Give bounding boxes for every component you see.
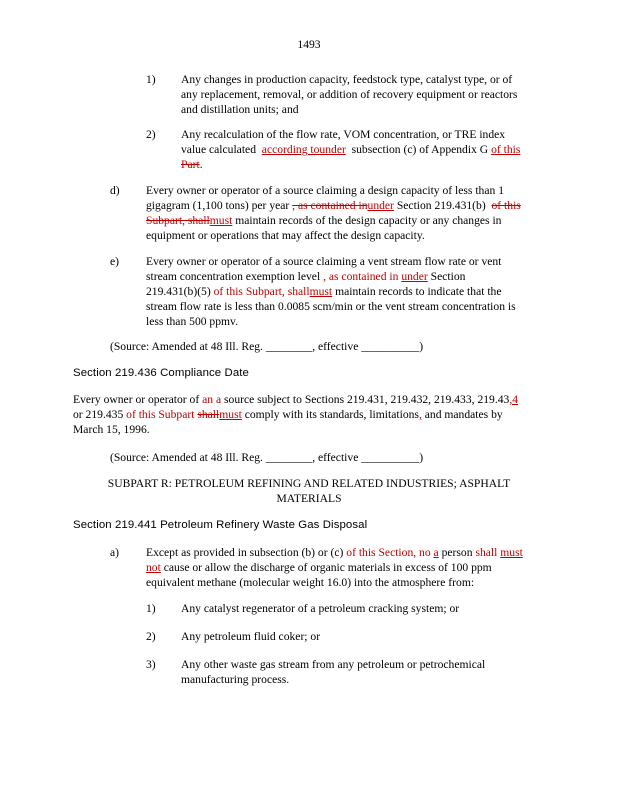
insertion: under: [401, 270, 428, 283]
insertion: must: [209, 214, 233, 227]
section-436-line-1: Every owner or operator of an a source subject to Sections 219.431, 219.432, 219.433, 219.43,4: [73, 393, 519, 406]
para-a-label: a): [110, 546, 120, 559]
insertion: must: [219, 408, 242, 421]
page-number: 1493: [297, 38, 321, 51]
para-d-line-4: equipment or operations that may affect the design capacity.: [146, 229, 425, 242]
item-2-number: 2): [146, 128, 156, 141]
para-a-item-2-text: Any petroleum fluid coker; or: [181, 630, 321, 643]
item-1-number: 1): [146, 73, 156, 86]
insertion: shall: [475, 546, 498, 559]
insertion: , no: [413, 546, 431, 559]
section-436-heading: Section 219.436 Compliance Date: [73, 367, 249, 379]
para-d-line-2: gigagram (1,100 tons) per year , as contained inunder Section 219.431(b) of this: [146, 199, 521, 212]
para-e-line-3: 219.431(b)(5) of this Subpart, shallmust maintain records to indicate that the: [146, 285, 502, 298]
insertion: of this Section: [346, 546, 414, 559]
insertion: a: [433, 546, 439, 559]
section-436-line-3: March 15, 1996.: [73, 423, 150, 436]
insertion: ,: [418, 408, 422, 421]
deletion: Subpart, shall: [146, 214, 210, 227]
insertion: according to: [261, 143, 320, 156]
insertion: must: [500, 546, 523, 559]
subpart-heading-line-1: SUBPART R: PETROLEUM REFINING AND RELATED INDUSTRIES; ASPHALT: [107, 477, 511, 490]
para-a-item-3-line-2: manufacturing process.: [181, 673, 290, 686]
item-1-line-3: and distillation units; and: [181, 103, 299, 116]
para-a-line-2: not cause or allow the discharge of organic materials in excess of 100 ppm: [146, 561, 492, 574]
para-e-line-2: stream concentration exemption level , as contained in under Section: [146, 270, 466, 283]
insertion: under: [319, 143, 346, 156]
para-a-item-1-number: 1): [146, 602, 156, 615]
para-e-line-1: Every owner or operator of a source claiming a vent stream flow rate or vent: [146, 255, 502, 268]
deletion: of this: [491, 199, 521, 212]
deletion: shall: [197, 408, 220, 421]
insertion: of this Subpart, shall: [213, 285, 310, 298]
item-2-line-1: Any recalculation of the flow rate, VOM concentration, or TRE index: [181, 128, 506, 141]
para-a-item-3-line-1: Any other waste gas stream from any petroleum or petrochemical: [181, 658, 486, 671]
section-441-heading: Section 219.441 Petroleum Refinery Waste Gas Disposal: [73, 519, 368, 531]
source-note-2: (Source: Amended at 48 Ill. Reg. ________, effective __________): [110, 451, 424, 464]
para-d-label: d): [110, 184, 120, 197]
para-d-line-1: Every owner or operator of a source claiming a design capacity of less than 1: [146, 184, 504, 197]
insertion: under: [367, 199, 394, 212]
deletion: Part: [181, 158, 200, 171]
insertion: of this Subpart: [126, 408, 195, 421]
insertion: not: [146, 561, 161, 574]
para-a-line-3: equivalent methane (molecular weight 16.0) into the atmosphere from:: [146, 576, 475, 589]
subpart-heading-line-2: MATERIALS: [276, 492, 342, 505]
deletion: , as contained in: [292, 199, 368, 212]
para-a-item-2-number: 2): [146, 630, 156, 643]
insertion: ,4: [509, 393, 519, 406]
section-436-line-2: or 219.435 of this Subpart shallmust comply with its standards, limitations, and mandates by: [73, 408, 503, 421]
para-d-line-3: Subpart, shallmust maintain records of the design capacity or any changes in: [146, 214, 502, 227]
insertion: an a: [202, 393, 222, 406]
insertion: must: [309, 285, 333, 298]
item-1-line-2: any replacement, removal, or addition of recovery equipment or reactors: [181, 88, 518, 101]
para-a-line-1: Except as provided in subsection (b) or (c) of this Section, no a person shall must: [146, 546, 523, 559]
para-a-item-1-text: Any catalyst regenerator of a petroleum cracking system; or: [181, 602, 460, 615]
source-note-1: (Source: Amended at 48 Ill. Reg. ________, effective __________): [110, 340, 424, 353]
insertion: , as contained in: [323, 270, 399, 283]
para-e-line-5: less than 500 ppmv.: [146, 315, 238, 328]
para-e-line-4: stream flow rate is less than 0.0085 scm/min or the vent stream concentration is: [146, 300, 516, 313]
para-a-item-3-number: 3): [146, 658, 156, 671]
insertion: of this: [491, 143, 521, 156]
item-2-line-3: Part.: [181, 158, 203, 171]
para-e-label: e): [110, 255, 120, 268]
item-1-line-1: Any changes in production capacity, feedstock type, catalyst type, or of: [181, 73, 513, 86]
item-2-line-2: value calculated according tounder subsection (c) of Appendix G of this: [181, 143, 521, 156]
